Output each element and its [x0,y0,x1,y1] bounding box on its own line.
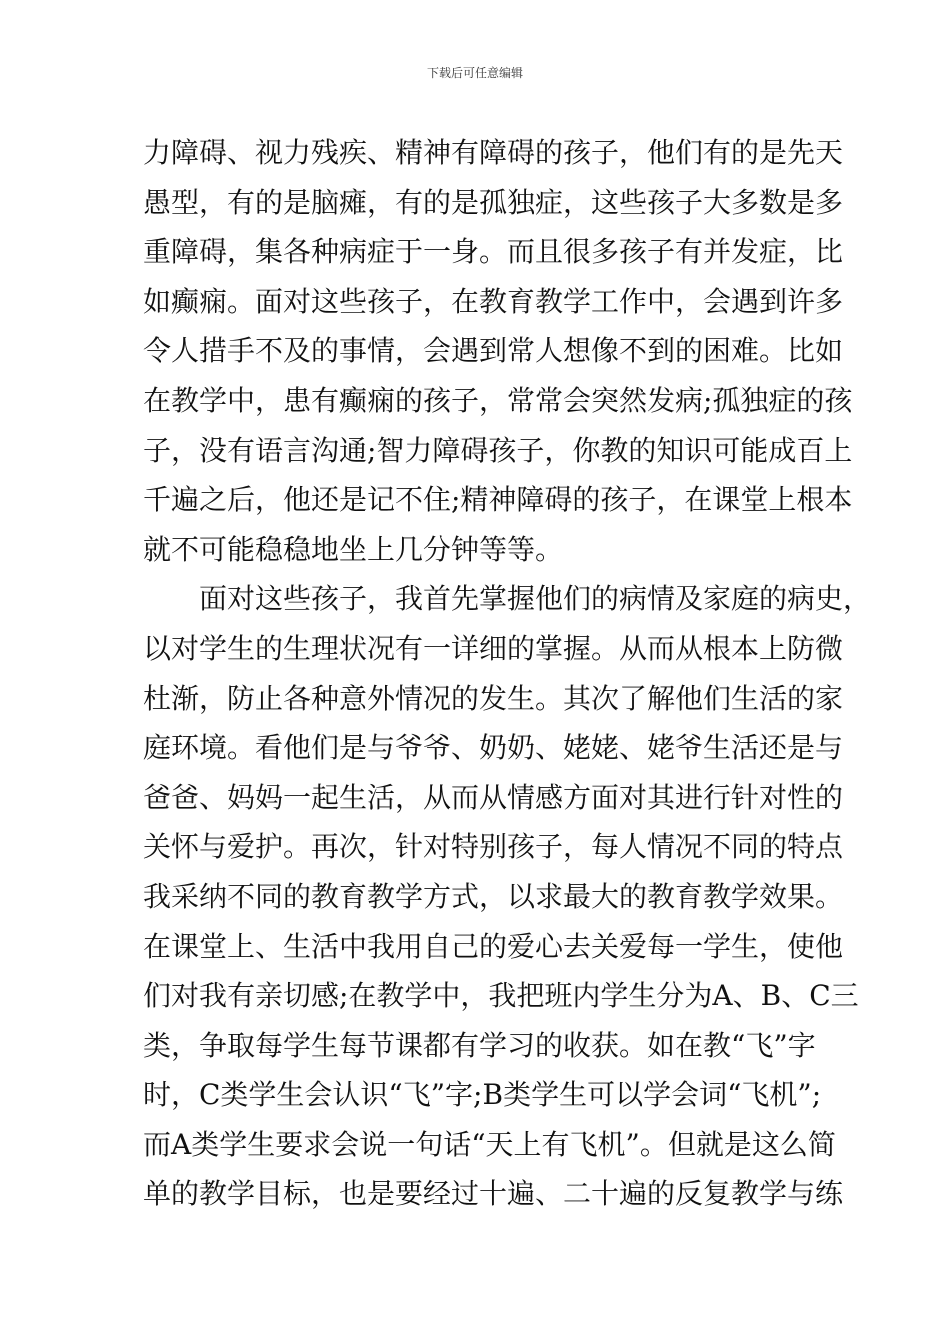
text-line: 就不可能稳稳地坐上几分钟等等。 [143,532,564,566]
paragraph-first-line: 面对这些孩子，我首先掌握他们的病情及家庭的病史， [199,582,872,616]
text-line: 杜渐，防止各种意外情况的发生。其次了解他们生活的家 [143,681,844,715]
text-line: 我采纳不同的教育教学方式，以求最大的教育教学效果。 [143,879,844,913]
text-line: 而A类学生要求会说一句话“天上有飞机”。但就是这么简 [143,1127,836,1161]
text-line: 爸爸、妈妈一起生活，从而从情感方面对其进行针对性的 [143,780,844,814]
text-line: 们对我有亲切感;在教学中，我把班内学生分为A、B、C三 [143,979,859,1013]
document-body [143,128,872,1219]
text-line: 子，没有语言沟通;智力障碍孩子，你教的知识可能成百上 [143,433,853,467]
text-line: 单的教学目标，也是要经过十遍、二十遍的反复教学与练 [143,1177,844,1211]
text-line: 千遍之后，他还是记不住;精神障碍的孩子，在课堂上根本 [143,483,853,517]
text-line: 关怀与爱护。再次，针对特别孩子，每人情况不同的特点 [143,830,844,864]
text-line: 庭环境。看他们是与爷爷、奶奶、姥姥、姥爷生活还是与 [143,731,844,765]
text-line: 如癫痫。面对这些孩子，在教育教学工作中，会遇到许多 [143,284,844,318]
text-line: 以对学生的生理状况有一详细的掌握。从而从根本上防微 [143,631,844,665]
text-line: 愚型，有的是脑瘫，有的是孤独症，这些孩子大多数是多 [143,185,844,219]
text-line: 类，争取每学生每节课都有学习的收获。如在教“飞”字 [143,1028,816,1062]
text-line: 令人措手不及的事情，会遇到常人想像不到的困难。比如 [143,334,844,368]
text-line: 力障碍、视力残疾、精神有障碍的孩子，他们有的是先天 [143,136,844,169]
text-line: 在教学中，患有癫痫的孩子，常常会突然发病;孤独症的孩 [143,383,853,417]
text-line: 时，C类学生会认识“飞”字;B类学生可以学会词“飞机”; [143,1078,822,1112]
text-line: 在课堂上、生活中我用自己的爱心去关爱每一学生，使他 [143,929,844,963]
page-header: 下载后可任意编辑 [426,66,523,80]
text-line: 重障碍，集各种病症于一身。而且很多孩子有并发症，比 [143,235,844,269]
